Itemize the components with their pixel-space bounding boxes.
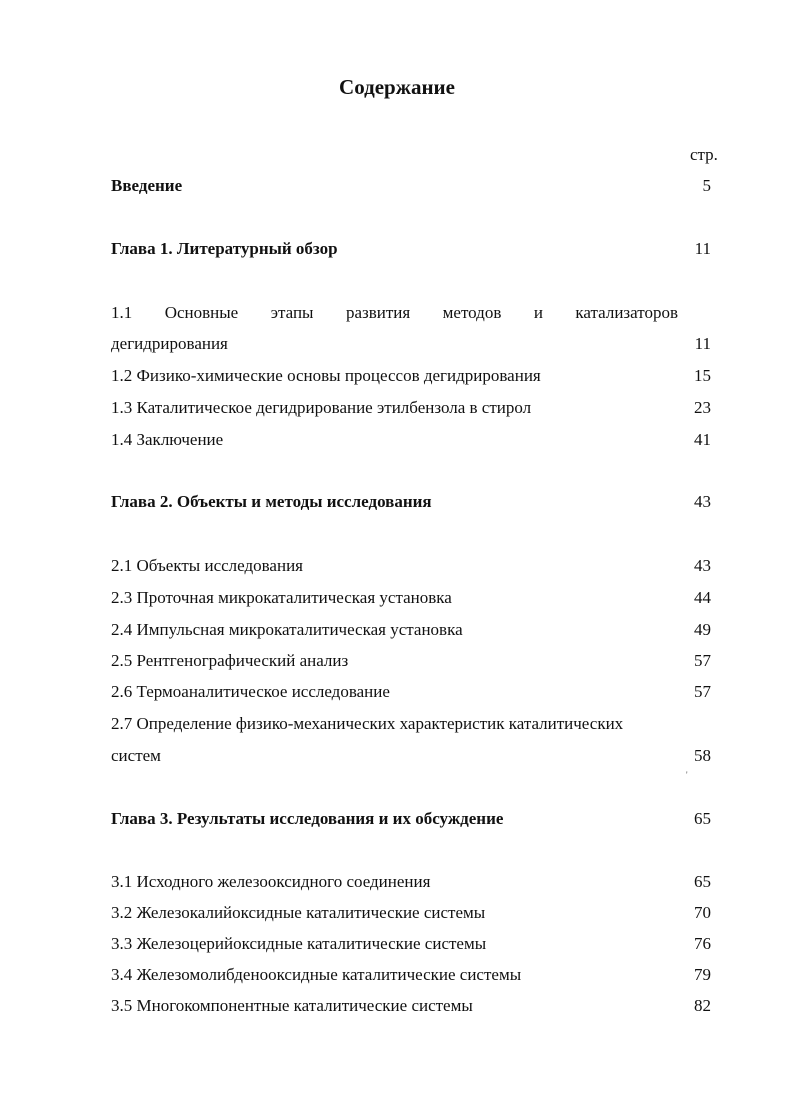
scan-artifact: '	[686, 770, 688, 780]
toc-entry-page: 57	[694, 651, 711, 670]
toc-word: Основные	[164, 303, 239, 322]
toc-entry-text	[111, 300, 678, 326]
toc-entry-text: 3.2 Железокалийоксидные каталитические системы	[111, 903, 486, 922]
toc-entry-page: 70	[694, 903, 711, 922]
toc-entry-3-4	[111, 962, 711, 988]
toc-entry-chapter-2	[111, 489, 711, 515]
toc-entry-1-4	[111, 427, 711, 453]
toc-entry-text: Глава 2. Объекты и методы исследования	[111, 492, 432, 511]
toc-entry-page: 65	[694, 809, 711, 828]
toc-entry-page: 79	[694, 965, 711, 984]
toc-entry-page: 44	[694, 588, 711, 607]
toc-entry-1-1-line-2	[111, 331, 711, 357]
toc-entry-text: 3.1 Исходного железооксидного соединения	[111, 872, 431, 891]
toc-entry-text: 1.3 Каталитическое дегидрирование этилбензола в стирол	[111, 398, 532, 417]
toc-entry-3-1	[111, 869, 711, 895]
toc-entry-page: 5	[702, 176, 711, 195]
toc-entry-text: 3.5 Многокомпонентные каталитические системы	[111, 996, 473, 1015]
toc-entry-2-7-line-2	[111, 743, 711, 769]
toc-entry-3-2	[111, 900, 711, 926]
toc-entry-text: 2.5 Рентгенографический анализ	[111, 651, 349, 670]
toc-entry-text: 2.4 Импульсная микрокаталитическая установка	[111, 620, 463, 639]
toc-entry-page: 76	[694, 934, 711, 953]
toc-entry-text: 2.1 Объекты исследования	[111, 556, 303, 575]
page-title: Содержание	[339, 75, 455, 99]
toc-entry-page: 23	[694, 398, 711, 417]
toc-entry-page: 49	[694, 620, 711, 639]
toc-entry-page: 11	[694, 334, 711, 353]
toc-entry-text: 2.3 Проточная микрокаталитическая установка	[111, 588, 452, 607]
toc-word: катализаторов	[575, 303, 678, 322]
toc-entry-page: 11	[694, 239, 711, 258]
toc-entry-text: Введение	[111, 176, 183, 195]
toc-entry-1-1-line-1	[111, 300, 711, 326]
toc-entry-text: 3.4 Железомолибденооксидные каталитические системы	[111, 965, 522, 984]
toc-entry-page: 65	[694, 872, 711, 891]
toc-entry-1-3	[111, 395, 711, 421]
toc-word: 1.1	[111, 303, 133, 322]
toc-entry-text: Глава 1. Литературный обзор	[111, 239, 338, 258]
toc-entry-1-2	[111, 363, 711, 389]
toc-entry-text: дегидрирования	[111, 334, 228, 353]
toc-entry-page: 82	[694, 996, 711, 1015]
toc-entry-3-3	[111, 931, 711, 957]
toc-word: этапы	[270, 303, 314, 322]
toc-entry-page: 58	[694, 746, 711, 765]
toc-entry-page: 43	[694, 492, 711, 511]
page-column-label: стр.	[690, 145, 718, 164]
toc-entry-text: 1.2 Физико-химические основы процессов дегидрирования	[111, 366, 541, 385]
toc-entry-2-5	[111, 648, 711, 674]
toc-entry-page: 15	[694, 366, 711, 385]
toc-entry-text: 2.7 Определение физико-механических характеристик каталитических	[111, 714, 624, 733]
toc-entry-chapter-3	[111, 806, 711, 832]
toc-word: и	[533, 303, 543, 322]
toc-entry-text: 1.4 Заключение	[111, 430, 224, 449]
toc-entry-page: 43	[694, 556, 711, 575]
toc-entry-2-6	[111, 679, 711, 705]
toc-entry-text: систем	[111, 746, 161, 765]
toc-entry-page: 57	[694, 682, 711, 701]
toc-entry-chapter-1	[111, 236, 711, 262]
toc-entry-text: 3.3 Железоцерийоксидные каталитические системы	[111, 934, 487, 953]
toc-entry-2-1	[111, 553, 711, 579]
toc-entry-3-5	[111, 993, 711, 1019]
toc-entry-text: Глава 3. Результаты исследования и их обсуждение	[111, 809, 504, 828]
toc-entry-2-3	[111, 585, 711, 611]
toc-entry-2-7-line-1	[111, 711, 711, 737]
toc-word: развития	[345, 303, 411, 322]
toc-entry-intro	[111, 173, 711, 199]
toc-entry-2-4	[111, 617, 711, 643]
toc-word: методов	[442, 303, 502, 322]
toc-entry-text: 2.6 Термоаналитическое исследование	[111, 682, 390, 701]
toc-entry-page: 41	[694, 430, 711, 449]
